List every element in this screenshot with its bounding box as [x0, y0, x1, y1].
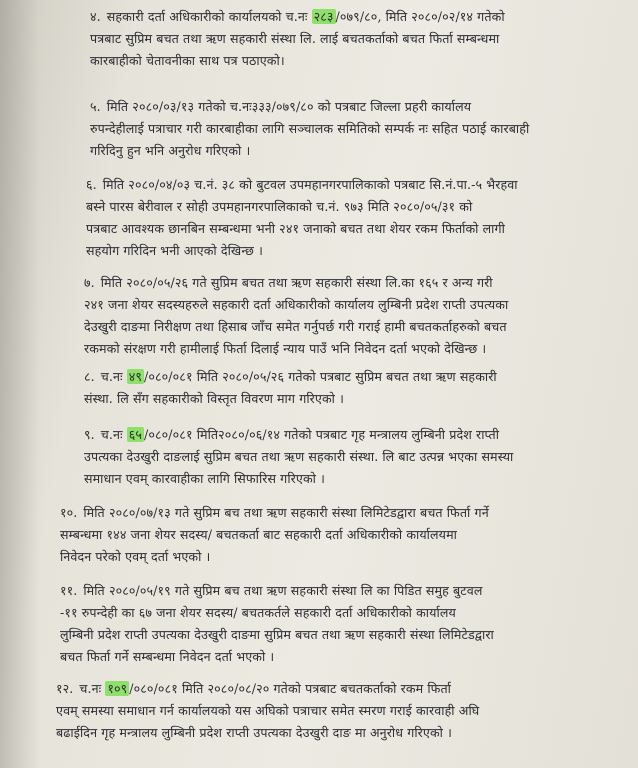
page-shadow	[0, 0, 40, 768]
list-item-12: १२. च.नः १०९ /०८०/०८१ मिति २०८०/०८/२० गतेको पत्रबाट बचतकर्ताको रकम फिर्ता एवम् समस्या समाधान गर्न कार्यालयको यस अघिको पत्राचार समेत स्मरण गराई कारवाही अघि बढाईदिन गृह मन्त्रालय लुम्बिनी प्रदेश राप्ती उपत्यका देउखुरी दाङ मा अनुरोध गरिएको ।	[56, 681, 480, 740]
item-number: ८.	[84, 369, 95, 384]
highlighted-reference: ६५	[128, 427, 143, 442]
highlighted-reference: १०९	[107, 681, 128, 696]
list-item-5: ५. मिति २०८०/०३/१३ गतेको च.नः३३३/०७९/८० को पत्रबाट जिल्ला प्रहरी कार्यालय रुपन्देहीलाई पत्राचार गरी कारबाहीका लागि सञ्चालक समितिको सम्पर्क नः सहित पठाई कारबाही गरिदिनु हुन भनि अनुरोध गरिएको ।	[90, 99, 530, 158]
item-number: ११.	[60, 583, 78, 598]
item-number: ६.	[86, 177, 97, 192]
item-number: ९.	[84, 427, 95, 442]
list-item-11: ११. मिति २०८०/०५/१९ गते सुप्रिम बच तथा ऋण सहकारी संस्था लि का पिडित समुह बुटवल -११ रुपन्देही का ६७ जना शेयर सदस्य/ बचतकर्तले सहकारी दर्ता अधिकारीको कार्यालय लुम्बिनी प्रदेश राप्ती उपत्यका देउखुरी दाङमा सुप्रिम बचत तथा ऋण सहकारी संस्था लिमिटेडद्वारा बचत फिर्ता गर्ने सम्बन्धमा निवेदन दर्ता भएको ।	[60, 583, 494, 664]
item-number: ४.	[90, 9, 101, 24]
item-number: ५.	[90, 99, 101, 114]
item-number: ७.	[84, 275, 95, 290]
item-number: १०.	[60, 505, 78, 520]
highlighted-reference: ४९	[128, 369, 143, 384]
list-item-9: ९. च.नः ६५ /०८०/०८१ मिति२०८०/०६/१४ गतेको पत्रबाट गृह मन्त्रालय लुम्बिनी प्रदेश राप्ती उपत्यका देउखुरी दाङलाई सुप्रिम बचत तथा ऋण सहकारी संस्था. लि बाट उत्पन्न भएका समस्या समाधान एवम् कारवाहीका लागि सिफारिस गरिएको ।	[84, 427, 514, 486]
list-item-7: ७. मिति २०८०/०५/२६ गते सुप्रिम बचत तथा ऋण सहकारी संस्था लि.का १६५ र अन्य गरी २४१ जना शेयर सदस्यहरुले सहकारी दर्ता अधिकारीको कार्यालय लुम्बिनी प्रदेश राप्ती उपत्यका देउखुरी दाङमा निरीक्षण तथा हिसाब जाँच समेत गर्नुपर्छ गरी गराई हामी बचतकर्ताहरुको बचत रकमको संरक्षण गरी हामीलाई फिर्ता दिलाई न्याय पाउँ भनि निवेदन दर्ता भएको देखिन्छ ।	[84, 275, 509, 356]
list-item-10: १०. मिति २०८०/०७/१३ गते सुप्रिम बच तथा ऋण सहकारी संस्था लिमिटेडद्वारा बचत फिर्ता गर्ने सम्बन्धमा १४४ जना शेयर सदस्य/ बचतकर्ता बाट सहकारी दर्ता अधिकारीको कार्यालयमा निवेदन परेको एवम् दर्ता भएको ।	[60, 505, 489, 564]
list-item-4: ४. सहकारी दर्ता अधिकारीको कार्यालयको च.नः २८३ /०७९/८०, मिति २०८०/०२/१४ गतेको पत्रबाट सुप्रिम बचत तथा ऋण सहकारी संस्था लि. लाई बचतकर्ताको बचत फिर्ता सम्बन्धमा कारबाहीको चेतावनीका साथ पत्र पठाएको।	[90, 9, 505, 68]
list-item-6: ६. मिति २०८०/०४/०३ च.नं. ३८ को बुटवल उपमहानगरपालिकाको पत्रबाट सि.नं.पा.-५ भैरहवा बस्ने पारस बेरीवाल र सोही उपमहानगरपालिकाको च.नं. ९७३ मिति २०८०/०५/३१ को पत्रबाट आवश्यक छानबिन सम्बन्धमा भनी २४१ जनाको बचत तथा शेयर रकम फिर्ताको लागी सहयोग गरिदिन भनी आएको देखिन्छ ।	[86, 177, 518, 258]
item-number: १२.	[56, 681, 74, 696]
list-item-8: ८. च.नः ४९ /०८०/०८१ मिति २०८०/०५/२६ गतेको पत्रबाट सुप्रिम बचत तथा ऋण सहकारी संस्था. लि सँग सहकारीको विस्तृत विवरण माग गरिएको ।	[84, 369, 497, 406]
highlighted-reference: २८३	[313, 9, 334, 24]
